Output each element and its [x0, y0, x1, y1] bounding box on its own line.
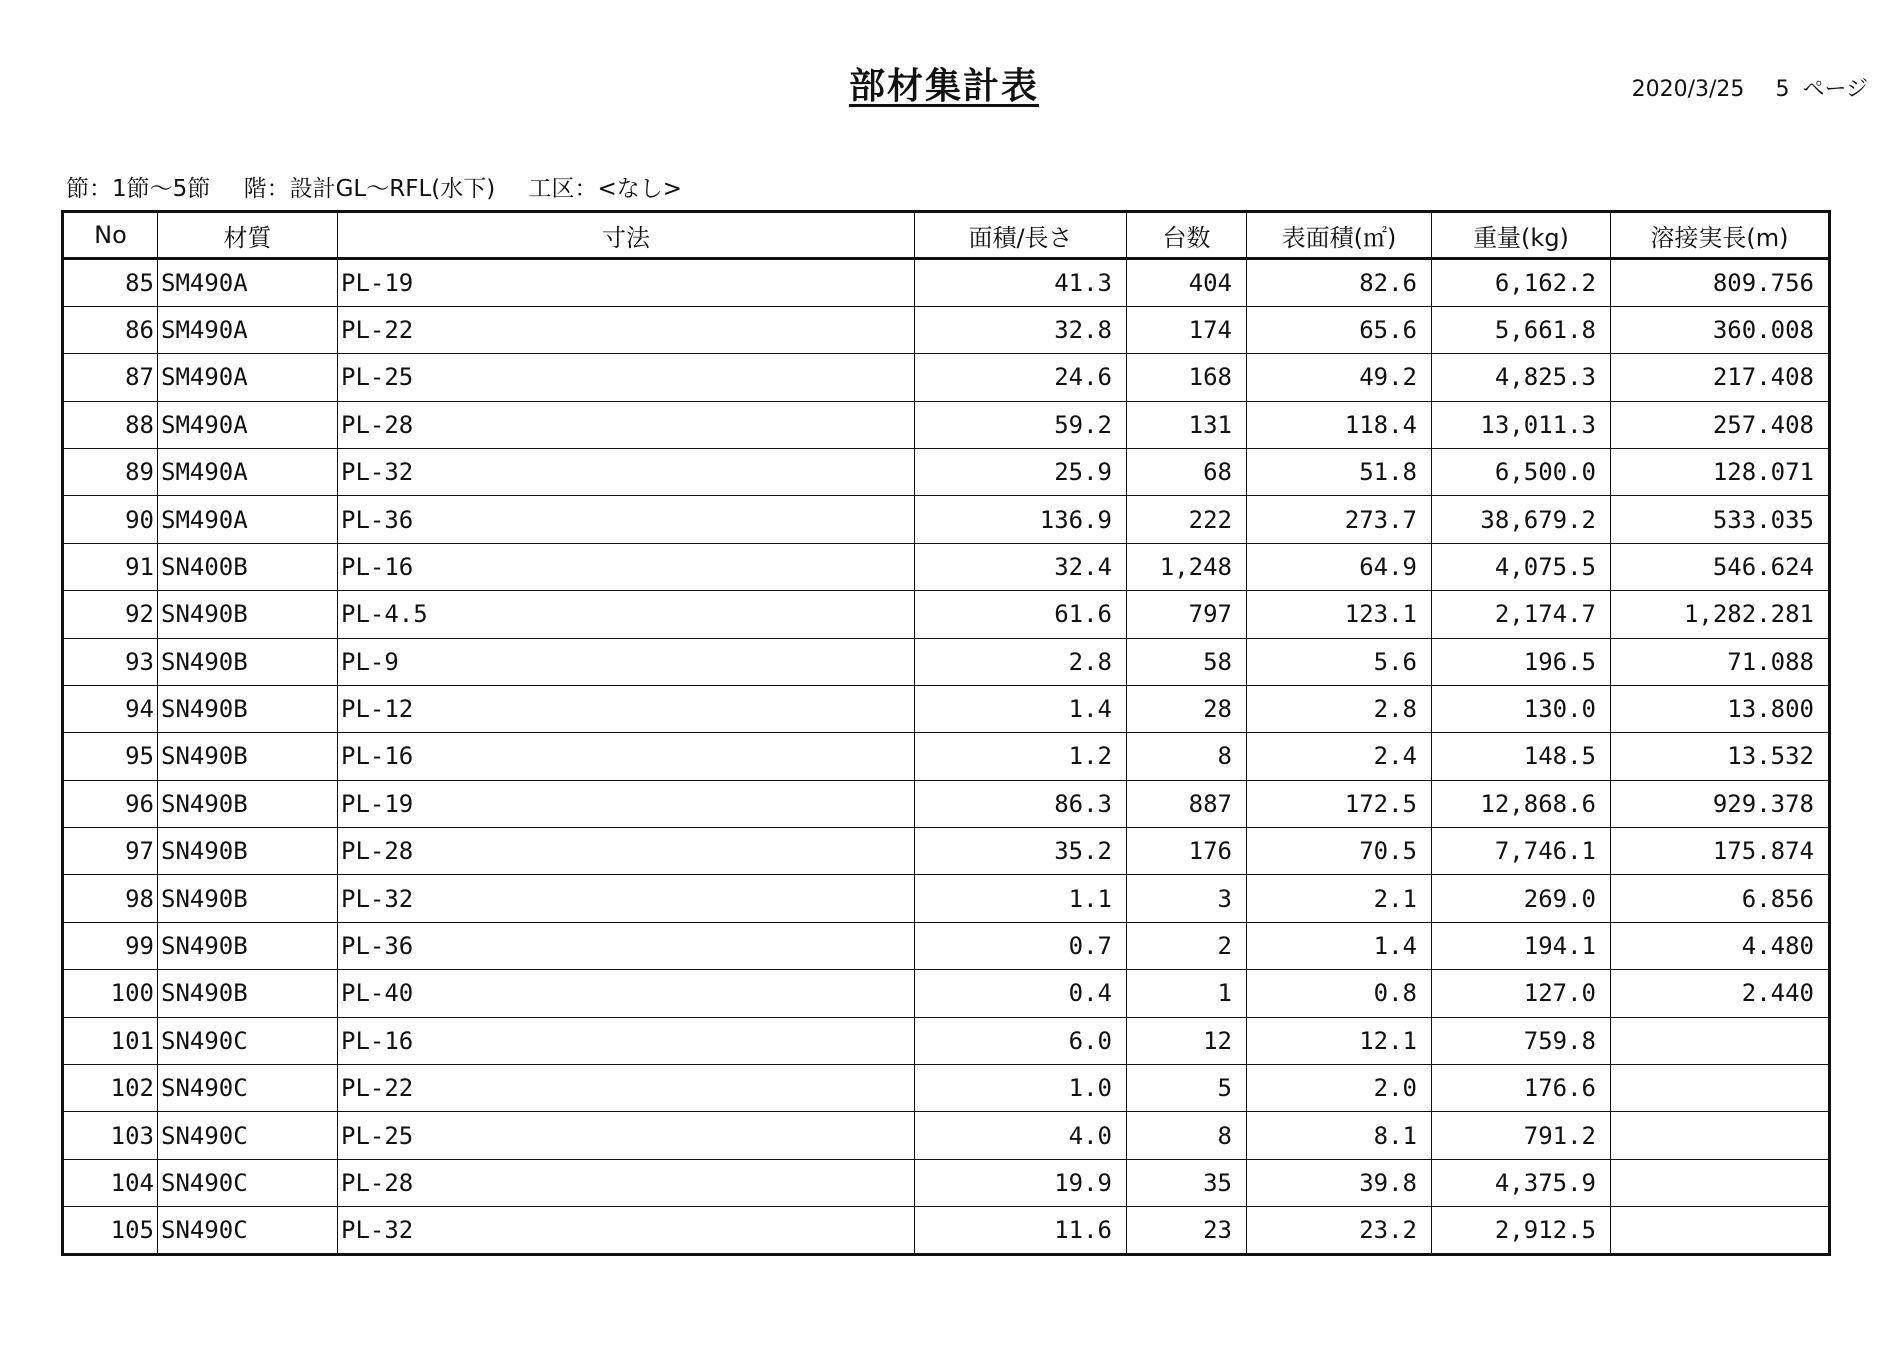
cell-weld-length: 217.408: [1611, 354, 1830, 401]
cell-size: PL-4.5: [338, 591, 915, 638]
cell-size: PL-12: [338, 685, 915, 732]
cell-count: 1,248: [1127, 543, 1247, 590]
cell-size: PL-19: [338, 259, 915, 306]
cell-area-length: 59.2: [915, 401, 1127, 448]
cell-weld-length: 257.408: [1611, 401, 1830, 448]
cell-no: 88: [63, 401, 158, 448]
cell-surface-area: 273.7: [1247, 496, 1432, 543]
table-row: [63, 922, 1830, 969]
table-row: [63, 259, 1830, 306]
cell-count: 3: [1127, 875, 1247, 922]
cell-no: 95: [63, 733, 158, 780]
cell-material: SM490A: [158, 259, 338, 306]
cell-count: 5: [1127, 1065, 1247, 1112]
cell-area-length: 41.3: [915, 259, 1127, 306]
cell-size: PL-25: [338, 354, 915, 401]
cell-area-length: 1.2: [915, 733, 1127, 780]
cell-size: PL-32: [338, 448, 915, 495]
cell-surface-area: 2.4: [1247, 733, 1432, 780]
cell-weight: 269.0: [1432, 875, 1611, 922]
cell-weight: 176.6: [1432, 1065, 1611, 1112]
cell-material: SN490C: [158, 1112, 338, 1159]
cell-material: SN490B: [158, 922, 338, 969]
table-row: [63, 1159, 1830, 1206]
cell-weight: 4,375.9: [1432, 1159, 1611, 1206]
table-row: [63, 1017, 1830, 1064]
cell-weld-length: 175.874: [1611, 828, 1830, 875]
table-row: [63, 733, 1830, 780]
page-number: 5: [1775, 77, 1790, 102]
cell-weight: 5,661.8: [1432, 306, 1611, 353]
cell-surface-area: 2.1: [1247, 875, 1432, 922]
cell-area-length: 61.6: [915, 591, 1127, 638]
cell-surface-area: 70.5: [1247, 828, 1432, 875]
cell-weld-length: [1611, 1017, 1830, 1064]
cell-size: PL-32: [338, 875, 915, 922]
cell-no: 97: [63, 828, 158, 875]
cell-weld-length: 71.088: [1611, 638, 1830, 685]
cell-count: 12: [1127, 1017, 1247, 1064]
page-title: 部材集計表: [848, 66, 1039, 107]
floor-value: 設計GL～RFL(水下): [289, 176, 496, 202]
floor-label: 階：: [243, 176, 290, 202]
table-row: [63, 1112, 1830, 1159]
cell-weight: 194.1: [1432, 922, 1611, 969]
cell-material: SN400B: [158, 543, 338, 590]
cell-surface-area: 49.2: [1247, 354, 1432, 401]
cell-no: 100: [63, 970, 158, 1017]
table-row: [63, 828, 1830, 875]
cell-area-length: 6.0: [915, 1017, 1127, 1064]
zone-label: 工区：: [528, 176, 598, 202]
cell-size: PL-19: [338, 780, 915, 827]
page-label: ページ: [1802, 77, 1868, 102]
cell-size: PL-36: [338, 496, 915, 543]
cell-size: PL-16: [338, 733, 915, 780]
cell-no: 96: [63, 780, 158, 827]
cell-size: PL-28: [338, 401, 915, 448]
cell-material: SM490A: [158, 306, 338, 353]
cell-weight: 127.0: [1432, 970, 1611, 1017]
cell-size: PL-16: [338, 543, 915, 590]
cell-weld-length: 13.532: [1611, 733, 1830, 780]
cell-no: 90: [63, 496, 158, 543]
cell-area-length: 136.9: [915, 496, 1127, 543]
cell-weight: 4,075.5: [1432, 543, 1611, 590]
cell-material: SM490A: [158, 448, 338, 495]
column-header-no: No: [63, 212, 158, 259]
cell-weld-length: 929.378: [1611, 780, 1830, 827]
cell-count: 35: [1127, 1159, 1247, 1206]
cell-surface-area: 172.5: [1247, 780, 1432, 827]
cell-weld-length: [1611, 1112, 1830, 1159]
cell-material: SN490B: [158, 970, 338, 1017]
cell-count: 887: [1127, 780, 1247, 827]
cell-no: 103: [63, 1112, 158, 1159]
cell-count: 797: [1127, 591, 1247, 638]
cell-area-length: 11.6: [915, 1207, 1127, 1254]
cell-count: 8: [1127, 1112, 1247, 1159]
cell-weight: 759.8: [1432, 1017, 1611, 1064]
cell-material: SN490C: [158, 1159, 338, 1206]
cell-no: 98: [63, 875, 158, 922]
cell-material: SN490B: [158, 828, 338, 875]
cell-weight: 6,162.2: [1432, 259, 1611, 306]
cell-weight: 791.2: [1432, 1112, 1611, 1159]
cell-material: SN490B: [158, 591, 338, 638]
cell-count: 168: [1127, 354, 1247, 401]
cell-weight: 7,746.1: [1432, 828, 1611, 875]
table-header-row: [63, 212, 1830, 259]
column-header-weld-length: 溶接実長(m): [1611, 212, 1830, 259]
cell-area-length: 19.9: [915, 1159, 1127, 1206]
cell-size: PL-25: [338, 1112, 915, 1159]
table-row: [63, 591, 1830, 638]
table-row: [63, 970, 1830, 1017]
cell-count: 1: [1127, 970, 1247, 1017]
cell-weld-length: 360.008: [1611, 306, 1830, 353]
table-row: [63, 875, 1830, 922]
cell-surface-area: 0.8: [1247, 970, 1432, 1017]
cell-weld-length: 1,282.281: [1611, 591, 1830, 638]
cell-surface-area: 2.0: [1247, 1065, 1432, 1112]
section-filter: [66, 176, 210, 202]
cell-no: 94: [63, 685, 158, 732]
cell-area-length: 86.3: [915, 780, 1127, 827]
cell-surface-area: 123.1: [1247, 591, 1432, 638]
cell-no: 105: [63, 1207, 158, 1254]
table-row: [63, 354, 1830, 401]
cell-count: 8: [1127, 733, 1247, 780]
table-row: [63, 1207, 1830, 1254]
zone-filter: [529, 176, 683, 202]
cell-surface-area: 2.8: [1247, 685, 1432, 732]
cell-size: PL-36: [338, 922, 915, 969]
cell-area-length: 0.7: [915, 922, 1127, 969]
print-date: 2020/3/25: [1631, 77, 1745, 102]
cell-weld-length: [1611, 1207, 1830, 1254]
column-header-size: 寸法: [338, 212, 915, 259]
cell-surface-area: 118.4: [1247, 401, 1432, 448]
cell-material: SN490C: [158, 1065, 338, 1112]
section-value: 1節～5節: [112, 176, 211, 202]
cell-weight: 38,679.2: [1432, 496, 1611, 543]
cell-no: 99: [63, 922, 158, 969]
cell-surface-area: 12.1: [1247, 1017, 1432, 1064]
cell-weight: 13,011.3: [1432, 401, 1611, 448]
cell-area-length: 1.1: [915, 875, 1127, 922]
cell-material: SM490A: [158, 496, 338, 543]
cell-no: 91: [63, 543, 158, 590]
cell-weight: 2,912.5: [1432, 1207, 1611, 1254]
cell-surface-area: 23.2: [1247, 1207, 1432, 1254]
cell-weld-length: 809.756: [1611, 259, 1830, 306]
cell-count: 131: [1127, 401, 1247, 448]
cell-size: PL-9: [338, 638, 915, 685]
table-row: [63, 496, 1830, 543]
cell-material: SN490C: [158, 1207, 338, 1254]
cell-weight: 148.5: [1432, 733, 1611, 780]
cell-weight: 6,500.0: [1432, 448, 1611, 495]
cell-material: SN490B: [158, 733, 338, 780]
cell-surface-area: 1.4: [1247, 922, 1432, 969]
cell-count: 222: [1127, 496, 1247, 543]
cell-surface-area: 64.9: [1247, 543, 1432, 590]
cell-material: SN490C: [158, 1017, 338, 1064]
table-row: [63, 448, 1830, 495]
cell-count: 28: [1127, 685, 1247, 732]
member-summary-table: [61, 210, 1831, 1256]
column-header-weight: 重量(kg): [1432, 212, 1611, 259]
cell-material: SM490A: [158, 354, 338, 401]
date-page-info: [1626, 72, 1868, 103]
cell-weight: 130.0: [1432, 685, 1611, 732]
cell-no: 85: [63, 259, 158, 306]
column-header-material: 材質: [158, 212, 338, 259]
cell-no: 92: [63, 591, 158, 638]
floor-filter: [244, 176, 496, 202]
table-body: [63, 259, 1830, 1254]
cell-count: 404: [1127, 259, 1247, 306]
cell-count: 68: [1127, 448, 1247, 495]
cell-count: 174: [1127, 306, 1247, 353]
cell-material: SN490B: [158, 638, 338, 685]
cell-area-length: 32.8: [915, 306, 1127, 353]
cell-surface-area: 8.1: [1247, 1112, 1432, 1159]
cell-surface-area: 51.8: [1247, 448, 1432, 495]
cell-no: 89: [63, 448, 158, 495]
column-header-count: 台数: [1127, 212, 1247, 259]
table-row: [63, 685, 1830, 732]
table-row: [63, 780, 1830, 827]
cell-area-length: 1.4: [915, 685, 1127, 732]
cell-count: 23: [1127, 1207, 1247, 1254]
cell-weld-length: 546.624: [1611, 543, 1830, 590]
column-header-surface-area: 表面積(㎡): [1247, 212, 1432, 259]
cell-area-length: 2.8: [915, 638, 1127, 685]
cell-count: 58: [1127, 638, 1247, 685]
cell-area-length: 1.0: [915, 1065, 1127, 1112]
cell-no: 102: [63, 1065, 158, 1112]
cell-size: PL-22: [338, 1065, 915, 1112]
cell-no: 93: [63, 638, 158, 685]
cell-weld-length: 533.035: [1611, 496, 1830, 543]
table-row: [63, 1065, 1830, 1112]
cell-surface-area: 65.6: [1247, 306, 1432, 353]
cell-size: PL-22: [338, 306, 915, 353]
cell-no: 101: [63, 1017, 158, 1064]
cell-size: PL-28: [338, 828, 915, 875]
zone-value: <なし>: [597, 176, 683, 202]
cell-count: 176: [1127, 828, 1247, 875]
section-label: 節：: [66, 176, 112, 202]
cell-size: PL-40: [338, 970, 915, 1017]
cell-area-length: 24.6: [915, 354, 1127, 401]
cell-count: 2: [1127, 922, 1247, 969]
cell-size: PL-28: [338, 1159, 915, 1206]
cell-weld-length: 2.440: [1611, 970, 1830, 1017]
cell-material: SN490B: [158, 875, 338, 922]
cell-size: PL-16: [338, 1017, 915, 1064]
table-row: [63, 306, 1830, 353]
cell-weld-length: 128.071: [1611, 448, 1830, 495]
cell-weld-length: 13.800: [1611, 685, 1830, 732]
cell-material: SN490B: [158, 780, 338, 827]
cell-surface-area: 39.8: [1247, 1159, 1432, 1206]
cell-surface-area: 5.6: [1247, 638, 1432, 685]
table-row: [63, 401, 1830, 448]
table-row: [63, 638, 1830, 685]
cell-weight: 4,825.3: [1432, 354, 1611, 401]
cell-weld-length: 4.480: [1611, 922, 1830, 969]
cell-area-length: 32.4: [915, 543, 1127, 590]
cell-area-length: 0.4: [915, 970, 1127, 1017]
cell-weight: 196.5: [1432, 638, 1611, 685]
cell-area-length: 25.9: [915, 448, 1127, 495]
cell-weight: 2,174.7: [1432, 591, 1611, 638]
cell-weld-length: [1611, 1065, 1830, 1112]
cell-weld-length: [1611, 1159, 1830, 1206]
cell-area-length: 35.2: [915, 828, 1127, 875]
cell-no: 86: [63, 306, 158, 353]
cell-area-length: 4.0: [915, 1112, 1127, 1159]
cell-weld-length: 6.856: [1611, 875, 1830, 922]
cell-material: SM490A: [158, 401, 338, 448]
column-header-area-length: 面積/長さ: [915, 212, 1127, 259]
cell-no: 104: [63, 1159, 158, 1206]
cell-no: 87: [63, 354, 158, 401]
cell-weight: 12,868.6: [1432, 780, 1611, 827]
table-row: [63, 543, 1830, 590]
cell-surface-area: 82.6: [1247, 259, 1432, 306]
filter-summary: [66, 170, 708, 203]
cell-size: PL-32: [338, 1207, 915, 1254]
cell-material: SN490B: [158, 685, 338, 732]
